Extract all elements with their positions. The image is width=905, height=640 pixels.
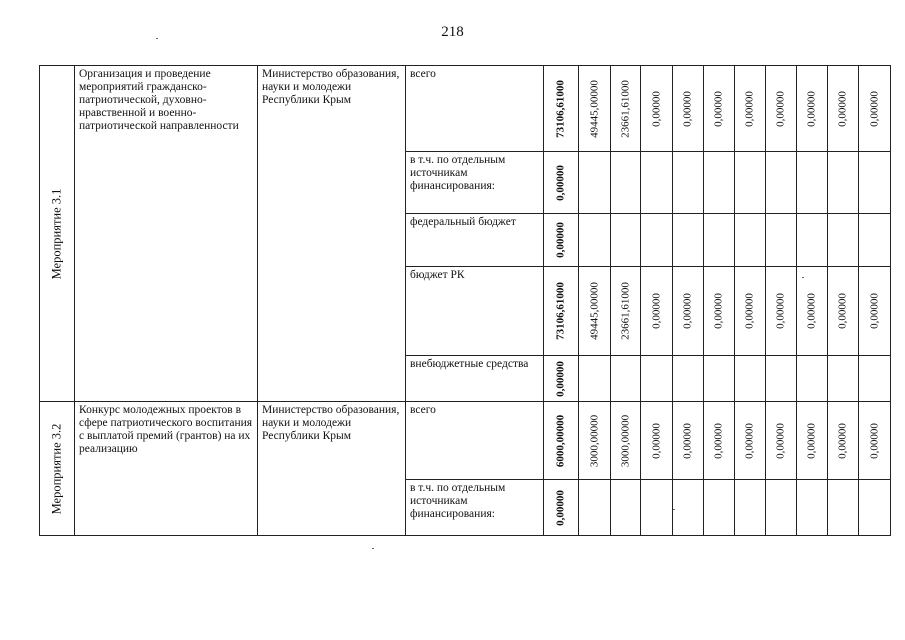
year-value: 49445,00000 [588,79,600,138]
measure-name-cell [75,402,258,536]
measure-name: Конкурс молодежных проектов в сфере патриотического воспитания с выплатой премий (грантов) на их реализацию [79,404,253,455]
funding-source-cell [406,267,544,356]
table-row [40,66,891,152]
page-number: 218 [441,24,464,40]
year-value-cell [828,152,859,214]
measure-label: Мероприятие 3.2 [49,423,64,514]
total-value: 0,00000 [554,164,567,201]
year-value: 0,00000 [712,422,725,459]
funding-source: в т.ч. по отдельным источникам финансирования: [410,482,506,520]
year-value: 0,00000 [868,422,880,459]
funding-source-cell [406,66,544,152]
year-value-cell [579,402,611,480]
year-value: 0,00000 [650,293,662,329]
year-value: 0,00000 [650,90,662,127]
year-value-cell [859,66,891,152]
total-cell [544,267,579,356]
year-value-cell [611,480,641,536]
year-value-cell [859,480,891,536]
year-value-cell [641,356,673,402]
funding-source: внебюджетные средства [410,358,529,370]
year-value-cell [735,356,766,402]
executor-cell [258,402,406,536]
year-value-cell [766,267,797,356]
year-value: 0,00000 [836,90,849,127]
year-value: 0,00000 [650,422,662,459]
year-value-cell [641,267,673,356]
measure-name: Организация и проведение мероприятий гражданско-патриотической, духовно-нравственной и военно-патриотической направленности [79,68,239,132]
total-value: 0,00000 [554,489,567,526]
year-value: 23661,61000 [619,79,631,138]
year-value: 0,00000 [805,293,818,329]
funding-source-cell [406,402,544,480]
year-value-cell [766,214,797,267]
year-value: 0,00000 [743,293,756,329]
year-value-cell [828,214,859,267]
year-value-cell [611,214,641,267]
year-value-cell [673,267,704,356]
year-value-cell [579,267,611,356]
year-value: 0,00000 [836,422,849,459]
measure-name-cell [75,66,258,402]
year-value-cell [766,480,797,536]
year-value-cell [673,214,704,267]
year-value-cell [828,267,859,356]
year-value-cell [859,152,891,214]
year-value: 0,00000 [868,293,880,329]
year-value-cell [735,267,766,356]
year-value-cell [859,402,891,480]
year-value: 0,00000 [774,422,787,459]
year-value-cell [611,356,641,402]
year-value-cell [641,402,673,480]
year-value-cell [641,152,673,214]
funding-source: всего [410,68,436,80]
total-value: 0,00000 [554,360,567,397]
measure-executor: Министерство образования, науки и молодежи Республики Крым [262,404,400,442]
total-value: 0,00000 [554,222,567,258]
year-value-cell [797,267,828,356]
funding-source-cell [406,214,544,267]
year-value-cell [828,66,859,152]
executor-cell [258,66,406,402]
year-value-cell [828,356,859,402]
year-value: 0,00000 [712,90,725,127]
year-value: 0,00000 [868,90,880,127]
measure-label: Мероприятие 3.1 [49,188,64,279]
measure-label-cell [40,402,75,536]
year-value: 3000,00000 [588,414,600,467]
year-value-cell [611,402,641,480]
funding-source-cell [406,356,544,402]
total-cell [544,402,579,480]
year-value-cell [735,402,766,480]
year-value-cell [766,356,797,402]
year-value-cell [735,152,766,214]
year-value-cell [673,402,704,480]
funding-source: федеральный бюджет [410,216,516,228]
year-value: 0,00000 [743,90,756,127]
year-value-cell [859,356,891,402]
year-value-cell [611,66,641,152]
year-value: 0,00000 [681,293,694,329]
total-value: 6000,00000 [554,414,567,467]
year-value-cell [704,66,735,152]
funding-table-body [40,66,891,536]
year-value: 0,00000 [774,293,787,329]
year-value: 0,00000 [805,422,818,459]
year-value-cell [673,152,704,214]
funding-source: в т.ч. по отдельным источникам финансирования: [410,154,506,192]
total-value: 73106,61000 [554,282,567,340]
year-value-cell [766,152,797,214]
year-value: 23661,61000 [619,282,631,340]
year-value-cell [641,66,673,152]
total-cell [544,356,579,402]
year-value-cell [797,152,828,214]
year-value-cell [704,152,735,214]
scan-speck [372,548,374,549]
year-value-cell [641,480,673,536]
year-value-cell [579,66,611,152]
funding-source-cell [406,152,544,214]
year-value: 3000,00000 [619,414,631,467]
measure-label-cell [40,66,75,402]
year-value-cell [797,402,828,480]
year-value-cell [797,66,828,152]
scan-speck [673,509,675,510]
year-value-cell [579,356,611,402]
year-value-cell [611,152,641,214]
year-value-cell [797,356,828,402]
year-value-cell [579,152,611,214]
total-cell [544,152,579,214]
total-cell [544,66,579,152]
year-value: 0,00000 [681,90,694,127]
funding-source: всего [410,404,436,416]
year-value-cell [704,402,735,480]
year-value-cell [828,402,859,480]
table-row [40,402,891,480]
year-value-cell [735,480,766,536]
year-value-cell [611,267,641,356]
year-value: 0,00000 [743,422,756,459]
year-value-cell [704,214,735,267]
funding-source: бюджет РК [410,269,465,281]
year-value-cell [797,214,828,267]
year-value-cell [735,66,766,152]
year-value-cell [766,66,797,152]
year-value-cell [859,267,891,356]
year-value-cell [828,480,859,536]
year-value-cell [641,214,673,267]
year-value-cell [704,480,735,536]
year-value: 0,00000 [774,90,787,127]
year-value-cell [579,480,611,536]
total-cell [544,480,579,536]
year-value: 49445,00000 [588,282,600,340]
year-value: 0,00000 [805,90,818,127]
funding-source-cell [406,480,544,536]
year-value-cell [704,356,735,402]
year-value-cell [735,214,766,267]
total-cell [544,214,579,267]
year-value-cell [766,402,797,480]
measure-executor: Министерство образования, науки и молодежи Республики Крым [262,68,400,106]
funding-table [39,65,891,536]
total-value: 73106,61000 [554,79,567,138]
year-value-cell [579,214,611,267]
year-value-cell [673,66,704,152]
year-value-cell [673,480,704,536]
year-value-cell [797,480,828,536]
year-value-cell [704,267,735,356]
year-value: 0,00000 [712,293,725,329]
scan-speck [802,277,804,278]
year-value-cell [673,356,704,402]
year-value: 0,00000 [681,422,694,459]
scan-speck [156,38,158,39]
year-value: 0,00000 [836,293,849,329]
year-value-cell [859,214,891,267]
